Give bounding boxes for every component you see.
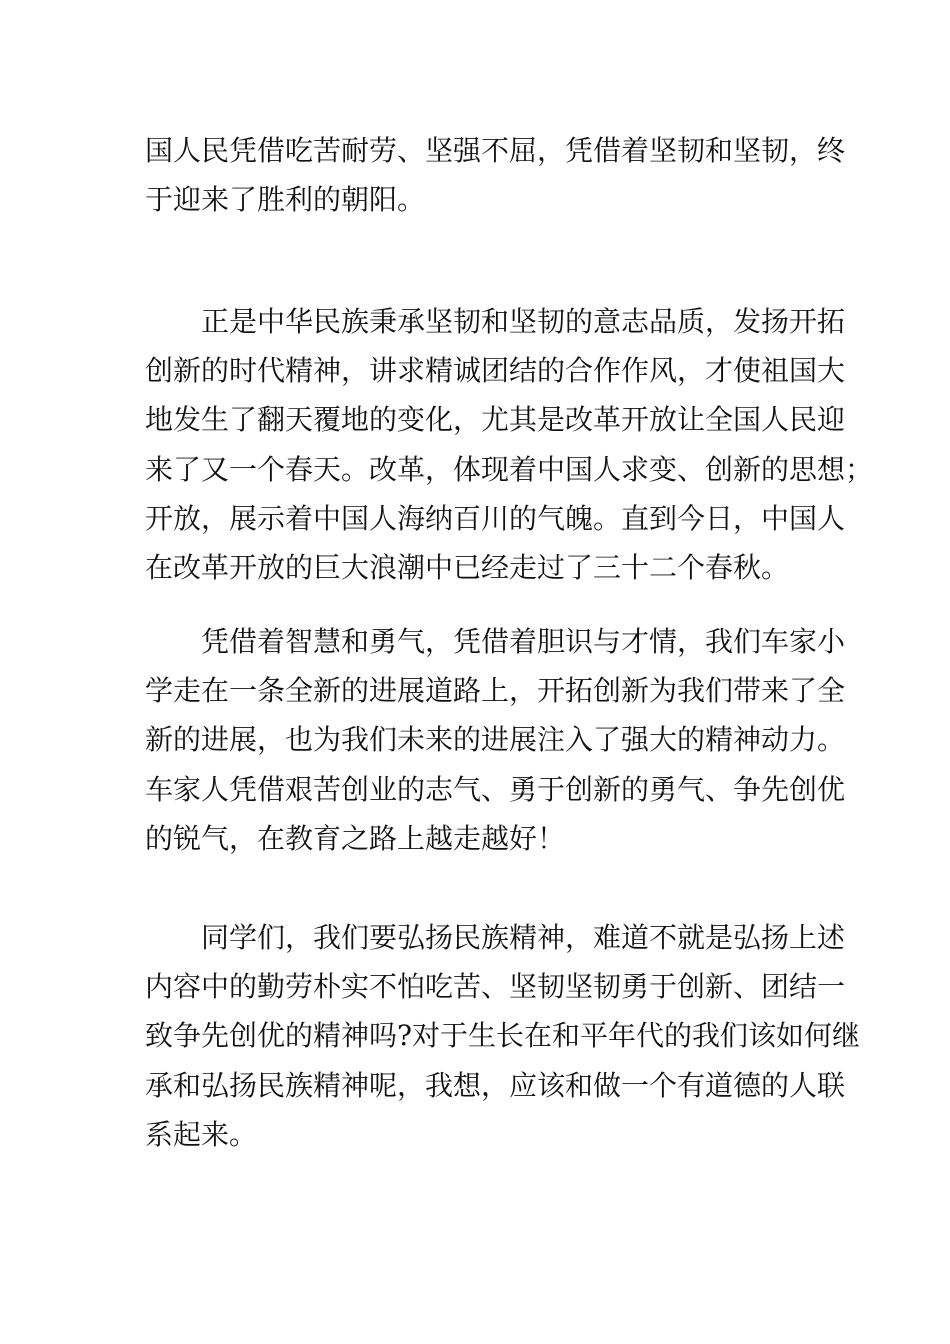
paragraph-line: 系起来。: [145, 1117, 258, 1151]
paragraph-line: 在改革开放的巨大浪潮中已经走过了三十二个春秋。: [145, 550, 790, 584]
paragraph-3: [145, 617, 846, 863]
paragraph-line: 承和弘扬民族精神呢，我想，应该和做一个有道德的人联: [145, 1068, 846, 1102]
paragraph-1: [145, 126, 846, 224]
paragraph-line: 致争先创优的精神吗?对于生长在和平年代的我们该如何继: [145, 1019, 861, 1053]
paragraph-line: 内容中的勤劳朴实不怕吃苦、坚韧坚韧勇于创新、团结一: [145, 970, 846, 1004]
paragraph-line: 凭借着智慧和勇气，凭借着胆识与才情，我们车家小: [201, 625, 846, 658]
paragraph-line: 开放，展示着中国人海纳百川的气魄。直到今日，中国人: [145, 501, 846, 535]
paragraph-line: 同学们，我们要弘扬民族精神，难道不就是弘扬上述: [201, 921, 846, 954]
paragraph-line: 学走在一条全新的进展道路上，开拓创新为我们带来了全: [145, 674, 846, 708]
paragraph-line: 国人民凭借吃苦耐劳、坚强不屈，凭借着坚韧和坚韧，终: [145, 134, 846, 167]
paragraph-line: 新的进展，也为我们未来的进展注入了强大的精神动力。: [145, 723, 846, 757]
paragraph-4: [145, 913, 861, 1159]
paragraph-line: 创新的时代精神，讲求精诚团结的合作作风，才使祖国大: [145, 354, 846, 388]
paragraph-line: 来了又一个春天。改革，体现着中国人求变、创新的思想；: [145, 452, 874, 486]
paragraph-line: 车家人凭借艰苦创业的志气、勇于创新的勇气、争先创优: [145, 772, 846, 806]
paragraph-line: 地发生了翻天覆地的变化，尤其是改革开放让全国人民迎: [145, 403, 846, 437]
paragraph-2: [145, 297, 874, 592]
paragraph-line: 于迎来了胜利的朝阳。: [145, 183, 426, 217]
paragraph-line: 正是中华民族秉承坚韧和坚韧的意志品质，发扬开拓: [201, 305, 846, 338]
paragraph-line: 的锐气，在教育之路上越走越好！: [145, 821, 566, 855]
